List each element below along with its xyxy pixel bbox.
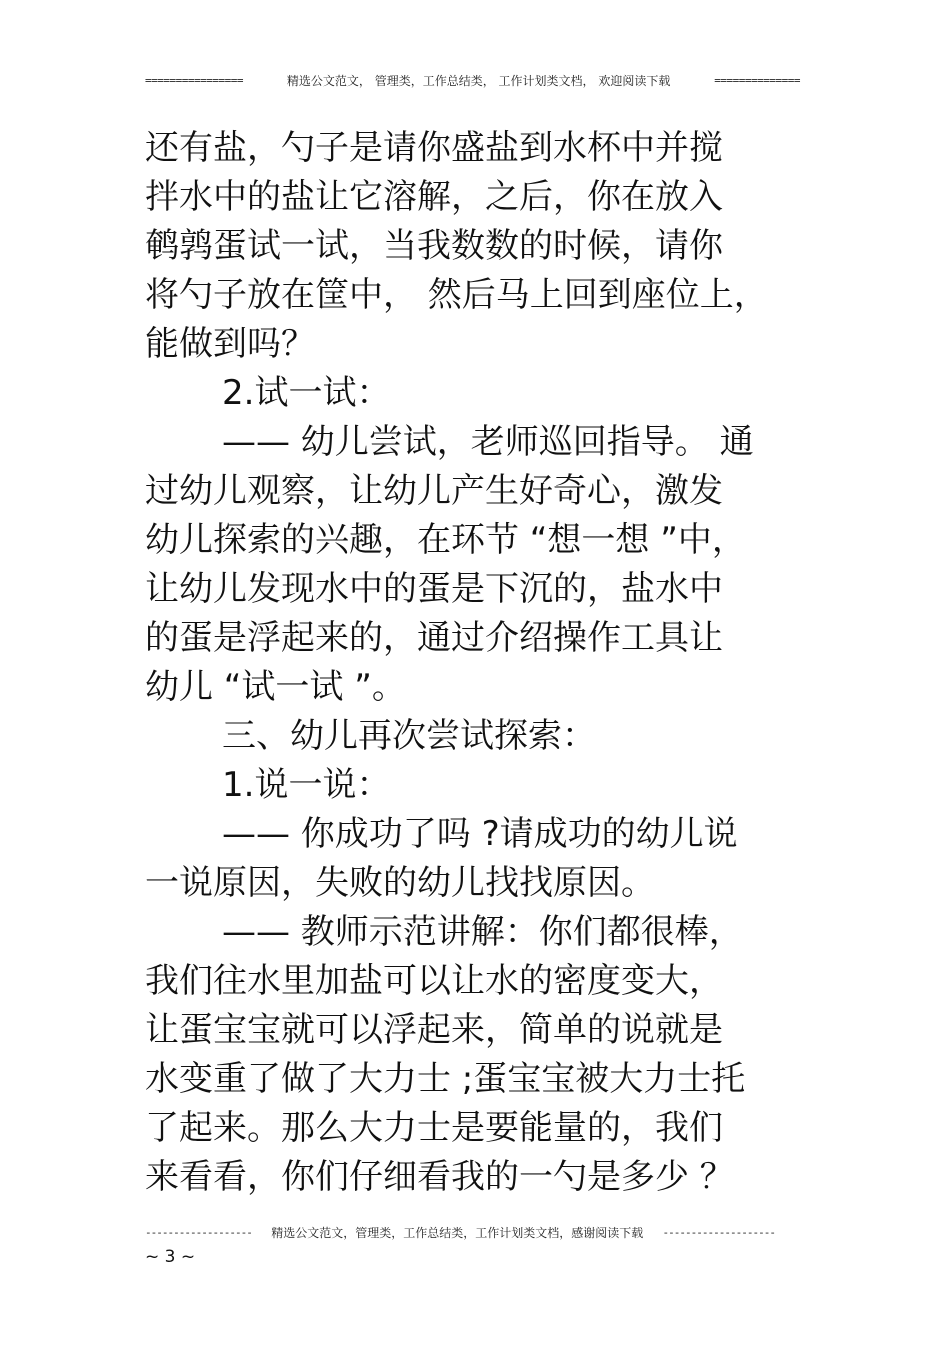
header-rule-left: ================ [145,74,243,87]
text-line: —— 教师示范讲解：你们都很棒， [222,912,743,952]
text-line: 让蛋宝宝就可以浮起来，简单的说就是 [145,1010,723,1050]
text-line: 能做到吗？ [145,324,315,364]
text-line: 来看看，你们仔细看我的一勺是多少 ？ [145,1157,734,1197]
footer-text: 精选公文范文，管理类，工作总结类，工作计划类文档，感谢阅读下载 [271,1226,644,1240]
text-line: 幼儿 “试一试 ”。 [145,667,406,707]
text-line: —— 你成功了吗 ?请成功的幼儿说 [222,814,738,854]
text-line: —— 幼儿尝试，老师巡回指导。 通 [222,422,754,462]
document-body [145,124,810,1202]
footer-dash-left: ------------------- [145,1226,252,1239]
text-line: 2.试一试： [222,373,391,413]
footer-dash-right: -------------------- [662,1226,775,1239]
text-line: 我们往水里加盐可以让水的密度变大， [145,961,723,1001]
text-line: 鹌鹑蛋试一试，当我数数的时候，请你 [145,226,723,266]
text-line: 了起来。那么大力士是要能量的，我们 [145,1108,723,1148]
page-number: ~ 3 ~ [145,1247,196,1267]
text-line: 拌水中的盐让它溶解，之后，你在放入 [145,177,723,217]
text-line: 1.说一说： [222,765,391,805]
text-line: 还有盐，勺子是请你盛盐到水杯中并搅 [145,128,723,168]
text-line: 让幼儿发现水中的蛋是下沉的，盐水中 [145,569,723,609]
header-rule-right: ============== [714,74,800,87]
text-line: 的蛋是浮起来的，通过介绍操作工具让 [145,618,723,658]
text-line: 过幼儿观察，让幼儿产生好奇心，激发 [145,471,723,511]
text-line: 一说原因，失败的幼儿找找原因。 [145,863,655,903]
page-header [145,72,800,90]
header-text: 精选公文范文， 管理类，工作总结类， 工作计划类文档， 欢迎阅读下载 [286,74,671,88]
text-line: 三、幼儿再次尝试探索： [222,716,596,756]
page-footer [145,1224,775,1242]
text-line: 将勺子放在筐中， 然后马上回到座位上， [145,275,768,315]
text-line: 幼儿探索的兴趣，在环节 “想一想 ”中， [145,520,746,560]
text-line: 水变重了做了大力士 ;蛋宝宝被大力士托 [145,1059,746,1099]
